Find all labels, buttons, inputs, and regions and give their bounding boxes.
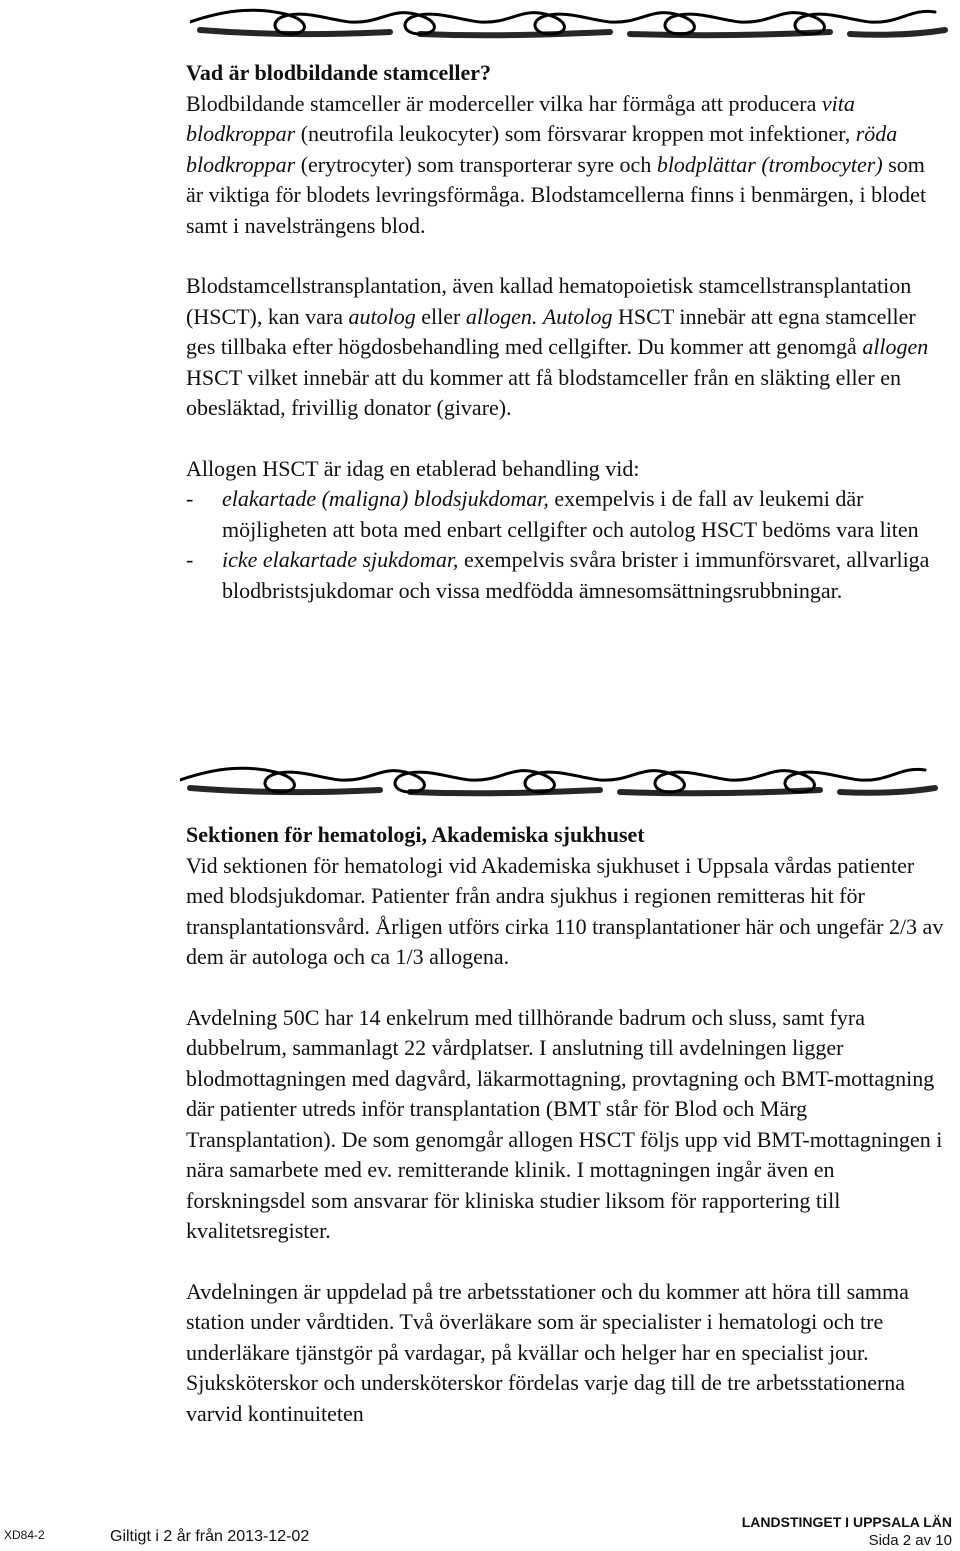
text-run: (neutrofila leukocyter) som försvarar kroppen mot infektioner, — [295, 121, 856, 146]
text-run: HSCT vilket innebär att du kommer att få blodstamceller från en släkting eller en obesläktad, frivillig donator (givare). — [186, 364, 901, 420]
footer-code: XD84-2 — [4, 1528, 45, 1542]
text-run: exempelvis svåra brister i immunförsvaret, allvarliga blodbristsjukdomar och vissa medfödda ämnesomsättningsrubbningar. — [222, 547, 930, 603]
paragraph: Vid sektionen för hematologi vid Akademiska sjukhuset i Uppsala vårdas patienter med blodsjukdomar. Patienter från andra sjukhus i regionen remitteras hit för transplantationsvård. Årligen utförs cirka 110 transplantationer här och ungefär 2/3 av dem är autologa och ca 1/3 allogena. — [186, 852, 944, 969]
list-dash: - — [186, 547, 194, 572]
italic-text: allogen. — [465, 303, 538, 329]
scroll-flourish-icon — [190, 0, 950, 40]
italic-text: autolog — [348, 303, 416, 329]
text-run: Blodbildande stamceller är moderceller vilka har förmåga att producera — [186, 90, 822, 116]
text-run: HSCT innebär att egna stamceller ges tillbaka efter högdosbehandling med cellgifter. Du kommer att genomgå — [186, 303, 916, 359]
list-intro: Allogen HSCT är idag en etablerad behandling vid: — [186, 455, 640, 481]
italic-text: blodplättar (trombocyter) — [656, 151, 883, 177]
scroll-flourish-icon — [180, 758, 940, 798]
text-run: Blodstamcellstransplantation, även kallad hematopoietisk stamcellstransplantation (HSCT), kan vara — [186, 273, 912, 329]
section-heading: Sektionen för hematologi, Akademiska sjukhuset — [186, 822, 645, 847]
paragraph: Avdelning 50C har 14 enkelrum med tillhörande badrum och sluss, samt fyra dubbelrum, sammanlagt 22 vårdplatser. I anslutning till avdelningen ligger blodmottagningen med dagvård, läkarmottagning, provtagning och BMT-mottagning där patienter utreds inför transplantation (BMT står för Blod och Märg Transplantation). De som genomgår allogen HSCT följs upp vid BMT-mottagningen i nära samarbete med ev. remitterande klinik. I mottagningen ingår även en forskningsdel som ansvarar för kliniska studier liksom för rapportering till kvalitetsregister. — [186, 1004, 943, 1243]
italic-text: vita blodkroppar — [186, 90, 855, 146]
italic-text: röda blodkroppar — [186, 121, 898, 177]
text-run: (erytrocyter) som transporterar syre och — [295, 151, 657, 177]
italic-text: allogen — [862, 334, 929, 359]
section-what-are-stem-cells — [186, 58, 946, 606]
text-run: exempelvis i de fall av leukemi där möjligheten att bota med enbart cellgifter och autolog HSCT bedöms vara liten — [222, 486, 919, 542]
section-heading: Vad är blodbildande stamceller? — [186, 60, 491, 85]
list-item — [186, 545, 946, 606]
footer-validity: Giltigt i 2 år från 2013-12-02 — [110, 1528, 310, 1545]
text-run: eller — [415, 303, 466, 329]
list-dash: - — [186, 486, 194, 511]
italic-text: icke elakartade sjukdomar, — [222, 547, 459, 572]
paragraph — [186, 271, 946, 424]
section-hematology — [186, 820, 946, 1429]
footer-page-number: Sida 2 av 10 — [868, 1532, 952, 1549]
list-item — [186, 484, 946, 545]
italic-text: elakartade (maligna) blodsjukdomar, — [222, 486, 549, 511]
paragraph — [186, 89, 946, 242]
italic-text: Autolog — [542, 303, 613, 329]
footer-organization: LANDSTINGET I UPPSALA LÄN — [741, 1514, 952, 1530]
paragraph: Avdelningen är uppdelad på tre arbetsstationer och du kommer att höra till samma station under vårdtiden. Två överläkare som är specialister i hematologi och tre underläkare tjänstgör på vardagar, på kvällar och helger har en specialist jour. Sjuksköterskor och undersköterskor fördelas varje dag till de tre arbetsstationerna varvid kontinuiteten — [186, 1278, 909, 1426]
treatment-list — [186, 484, 946, 606]
text-run: som är viktiga för blodets levringsförmåga. Blodstamcellerna finns i benmärgen, i blodet samt i navelsträngens blod. — [186, 151, 927, 238]
